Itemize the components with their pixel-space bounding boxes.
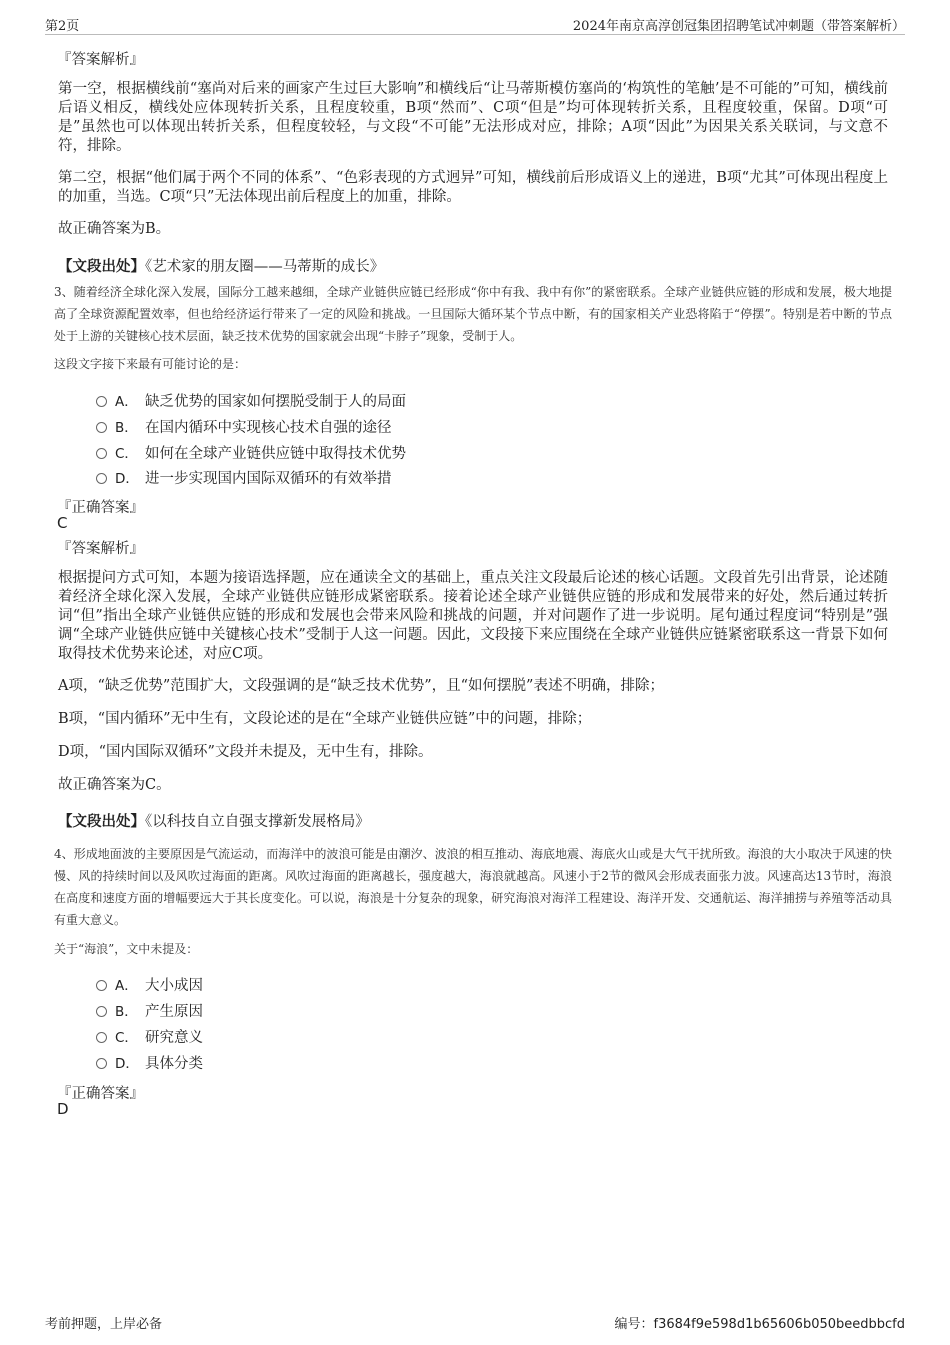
code-value: f3684f9e598d1b65606b050beedbbcfd [653, 1317, 905, 1332]
q3-correct-answer: C [57, 514, 68, 532]
q3-analysis-para-4: D项，“国内国际双循环”文段并未提及，无中生有，排除。 [58, 744, 433, 760]
q4-prompt: 关于“海浪”，文中未提及： [54, 942, 199, 956]
q2-source-label: 【文段出处】 [58, 258, 145, 275]
radio-icon[interactable] [96, 1006, 107, 1017]
q3-option-a[interactable]: A． 缺乏优势的国家如何摆脱受制于人的局面 [96, 390, 406, 410]
q4-correct-answer: D [57, 1100, 69, 1118]
q3-option-d[interactable]: D． 进一步实现国内国际双循环的有效举措 [96, 467, 392, 487]
q3-correct-label: 『正确答案』 [57, 500, 144, 516]
q2-analysis-para-2: 第二空，根据“他们属于两个不同的体系”、“色彩表现的方式迥异”可知，横线前后形成语义上的递进，B项“尤其”可体现出程度上的加重，当选。C项“只”无法体现出前后程度上的加重，排除。 [58, 170, 888, 205]
page-number: 第2页 [45, 19, 80, 34]
radio-icon[interactable] [96, 422, 107, 433]
q2-source [58, 255, 384, 276]
q4-option-c[interactable]: C． 研究意义 [96, 1026, 203, 1046]
q4-option-a[interactable]: A． 大小成因 [96, 974, 203, 994]
q3-analysis-conclusion: 故正确答案为C。 [58, 777, 171, 793]
document-code [614, 1313, 905, 1332]
radio-icon[interactable] [96, 980, 107, 991]
page-header [45, 14, 905, 35]
q3-prompt: 这段文字接下来最有可能讨论的是： [54, 357, 247, 371]
q3-option-b[interactable]: B． 在国内循环中实现核心技术自强的途径 [96, 416, 392, 436]
q3-analysis-para-1: 根据提问方式可知，本题为接语选择题，应在通读全文的基础上，重点关注文段最后论述的核心话题。文段首先引出背景，论述随着经济全球化深入发展，全球产业链供应链形成紧密联系。接着论述全球产业链供应链的形成和发展带来的好处，然后通过转折词“但”指出全球产业链供应链的形成和发展也会带来风险和挑战的问题，并对问题作了进一步说明。尾句通过程度词“特别是”强调“全球产业链供应链中关键核心技术”受制于人这一问题。因此，文段接下来应围绕在全球产业链供应链紧密联系这一背景下如何取得技术优势来论述，对应C项。 [58, 570, 888, 662]
q3-analysis-para-2: A项，“缺乏优势”范围扩大，文段强调的是“缺乏技术优势”，且“如何摆脱”表述不明确，排除； [58, 678, 664, 694]
q2-source-title: 《艺术家的朋友圈——马蒂斯的成长》 [145, 259, 385, 275]
q3-stem: 3、随着经济全球化深入发展，国际分工越来越细，全球产业链供应链已经形成“你中有我、我中有你”的紧密联系。全球产业链供应链的形成和发展，极大地提高了全球资源配置效率，但也给经济运行带来了一定的风险和挑战。一旦国际大循环某个节点中断，有的国家相关产业恐将陷于“停摆”。特别是若中断的节点处于上游的关键核心技术层面，缺乏技术优势的国家就会出现“卡脖子”现象，受制于人。 [54, 285, 892, 343]
q3-analysis-label: 『答案解析』 [57, 541, 144, 557]
q2-analysis-conclusion: 故正确答案为B。 [58, 221, 171, 237]
radio-icon[interactable] [96, 1058, 107, 1069]
radio-icon[interactable] [96, 473, 107, 484]
q3-source-label: 【文段出处】 [58, 813, 145, 830]
q3-source-title: 《以科技自立自强支撑新发展格局》 [145, 814, 370, 830]
document-title: 2024年南京高淳创冠集团招聘笔试冲刺题（带答案解析） [572, 19, 905, 34]
q2-analysis-label: 『答案解析』 [57, 52, 144, 68]
q4-option-b[interactable]: B． 产生原因 [96, 1000, 203, 1020]
code-label: 编号： [614, 1317, 654, 1332]
radio-icon[interactable] [96, 1032, 107, 1043]
q4-stem: 4、形成地面波的主要原因是气流运动，而海洋中的波浪可能是由潮汐、波浪的相互推动、海底地震、海底火山或是大气干扰所致。海浪的大小取决于风速的快慢、风的持续时间以及风吹过海面的距离。风吹过海面的距离越长，强度越大，海浪就越高。风速小于2节的微风会形成表面张力波。风速高达13节时，海浪在高度和速度方面的增幅要远大于其长度变化。可以说，海浪是十分复杂的现象，研究海浪对海洋工程建设、海洋开发、交通航运、海洋捕捞与养殖等活动具有重大意义。 [54, 847, 892, 927]
q4-option-d[interactable]: D． 具体分类 [96, 1052, 203, 1072]
radio-icon[interactable] [96, 396, 107, 407]
footer-slogan: 考前押题，上岸必备 [45, 1317, 163, 1332]
q4-correct-label: 『正确答案』 [57, 1086, 144, 1102]
q3-source [58, 810, 370, 831]
q3-option-c[interactable]: C． 如何在全球产业链供应链中取得技术优势 [96, 442, 406, 462]
radio-icon[interactable] [96, 448, 107, 459]
q2-analysis-para-1: 第一空，根据横线前“塞尚对后来的画家产生过巨大影响”和横线后“让马蒂斯模仿塞尚的‘构筑性的笔触’是不可能的”可知，横线前后语义相反，横线处应体现转折关系，且程度较重，B项“然而”、C项“但是”均可体现转折关系，且程度较重，保留。D项“可是”虽然也可以体现出转折关系，但程度较轻，与文段“不可能”无法形成对应，排除；A项“因此”为因果关系关联词，与文意不符，排除。 [58, 81, 888, 154]
q3-analysis-para-3: B项，“国内循环”无中生有，文段论述的是在“全球产业链供应链”中的问题，排除； [58, 711, 592, 727]
